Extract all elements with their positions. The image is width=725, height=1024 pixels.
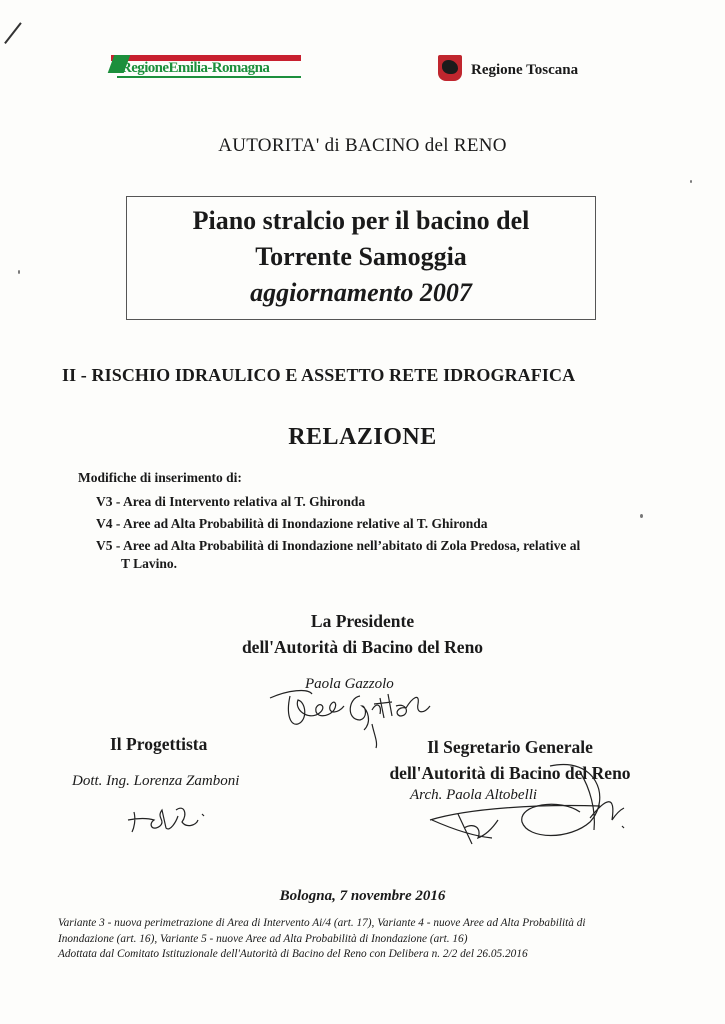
scan-speck bbox=[640, 514, 643, 518]
list-item: V4 - Aree ad Alta Probabilità di Inondazione relative al T. Ghironda bbox=[96, 516, 488, 531]
designer-name: Dott. Ing. Lorenza Zamboni bbox=[72, 773, 240, 789]
president-authority: dell'Autorità di Bacino del Reno bbox=[241, 637, 484, 657]
secretary-signature bbox=[420, 758, 640, 848]
title-line-2: Torrente Samoggia bbox=[255, 242, 467, 271]
list-item-continuation: T Lavino. bbox=[121, 556, 178, 571]
section-heading: II - RISCHIO IDRAULICO E ASSETTO RETE IDROGRAFICA bbox=[62, 365, 576, 385]
er-logo-underline bbox=[117, 76, 301, 78]
scan-speck bbox=[18, 270, 20, 274]
modifications-list bbox=[96, 493, 656, 577]
footnote-line: Variante 3 - nuova perimetrazione di Area di Intervento Ai/4 (art. 17), Variante 4 - nuove Aree ad Alta Probabilità di bbox=[58, 917, 586, 929]
title-line-1: Piano stralcio per il bacino del bbox=[192, 206, 530, 235]
pen-mark bbox=[4, 22, 21, 43]
president-title: La Presidente bbox=[310, 611, 415, 631]
president-block bbox=[0, 608, 725, 660]
designer-signature bbox=[126, 798, 236, 838]
title-box bbox=[126, 196, 596, 320]
secretary-name: Arch. Paola Altobelli bbox=[410, 787, 538, 803]
footnote-line: Adottata dal Comitato Istituzionale dell'Autorità di Bacino del Reno con Delibera n. 2/2 del 26.05.2016 bbox=[58, 948, 528, 960]
authority-heading: AUTORITA' di BACINO del RENO bbox=[218, 135, 507, 156]
modifications-heading: Modifiche di inserimento di: bbox=[78, 470, 242, 485]
secretary-title: Il Segretario Generale bbox=[427, 737, 593, 757]
footnote-line: Inondazione (art. 16), Variante 5 - nuove Aree ad Alta Probabilità di Inondazione (art. 16) bbox=[58, 932, 468, 945]
toscana-logo-text: Regione Toscana bbox=[471, 62, 579, 78]
date-line: Bologna, 7 novembre 2016 bbox=[279, 888, 446, 904]
title-line-3: aggiornamento 2007 bbox=[250, 278, 472, 307]
president-name: Paola Gazzolo bbox=[305, 676, 394, 692]
list-item: V3 - Area di Intervento relativa al T. Ghironda bbox=[96, 494, 366, 509]
pegasus-icon bbox=[438, 55, 462, 81]
designer-role: Il Progettista bbox=[110, 734, 208, 754]
document-type-heading: RELAZIONE bbox=[288, 424, 437, 450]
list-item: V5 - Aree ad Alta Probabilità di Inondazione nell’abitato di Zola Predosa, relative al bbox=[96, 538, 581, 553]
footnotes bbox=[58, 916, 658, 963]
secretary-authority: dell'Autorità di Bacino del Reno bbox=[389, 763, 631, 783]
emilia-romagna-logo bbox=[111, 52, 301, 78]
scan-speck bbox=[690, 180, 692, 183]
er-logo-text: RegioneEmilia-Romagna bbox=[121, 60, 270, 76]
